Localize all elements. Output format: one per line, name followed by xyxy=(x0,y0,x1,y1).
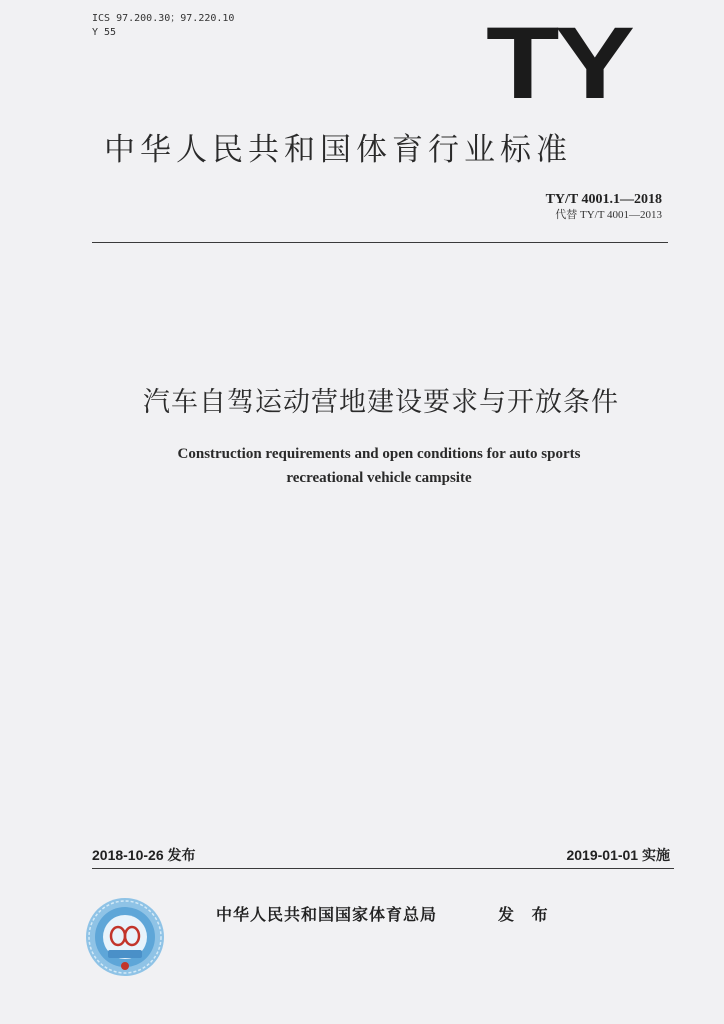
footer-divider xyxy=(92,868,674,869)
ccs-code: Y 55 xyxy=(92,27,117,38)
effective-date: 2019-01-01 实施 xyxy=(566,847,670,863)
issue-date: 2018-10-26 发布 xyxy=(92,847,196,863)
chinese-title: 汽车自驾运动营地建设要求与开放条件 xyxy=(143,387,619,418)
standard-category-title: 中华人民共和国体育行业标准 xyxy=(104,132,572,168)
publish-label: 发 布 xyxy=(498,905,554,924)
classification-codes xyxy=(92,12,234,40)
english-title-line-2: recreational vehicle campsite xyxy=(286,470,472,486)
ics-code: ICS 97.200.30；97.220.10 xyxy=(92,13,235,24)
standard-code: TY/T 4001.1—2018 xyxy=(545,192,662,207)
ty-logo: TY xyxy=(486,6,631,120)
anti-counterfeit-seal-icon xyxy=(84,896,166,978)
replaces-code: 代替 TY/T 4001—2013 xyxy=(555,209,662,221)
english-title xyxy=(0,442,724,490)
header-divider xyxy=(92,242,668,243)
english-title-line-1: Construction requirements and open conditions for auto sports xyxy=(177,446,581,462)
issuing-authority: 中华人民共和国国家体育总局 xyxy=(216,905,438,924)
